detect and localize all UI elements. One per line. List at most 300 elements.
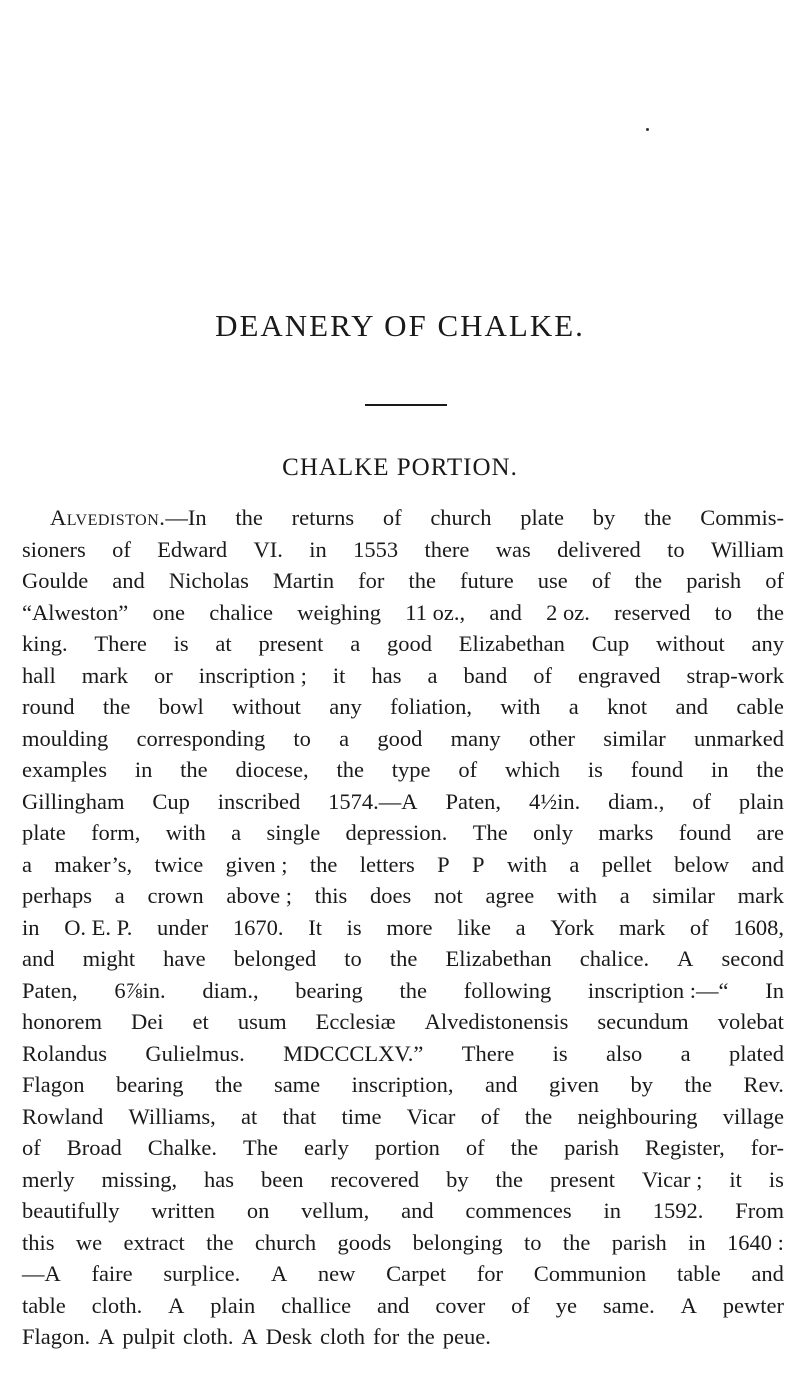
word: corresponding [136, 725, 266, 751]
word: extract [123, 1229, 185, 1255]
word: in [688, 1229, 706, 1255]
word: moulding [22, 725, 109, 751]
text-line [22, 1321, 784, 1353]
word: good [386, 631, 432, 656]
word: Rev. [743, 1072, 784, 1097]
word: cloth. [91, 1292, 143, 1318]
word: chalice [209, 599, 273, 625]
word: under [157, 914, 209, 940]
word: There [94, 631, 147, 656]
word: been [261, 1166, 304, 1192]
text-line [22, 1101, 784, 1133]
word: a [339, 725, 350, 751]
word: Register, [645, 1135, 725, 1160]
word: The [472, 820, 508, 845]
word: volebat [717, 1009, 784, 1034]
word: are [756, 820, 784, 845]
word: of [22, 1135, 41, 1160]
word: was [495, 536, 531, 562]
word: of [112, 536, 131, 562]
word: parish [686, 568, 742, 593]
word: or [154, 662, 173, 688]
page-title: DEANERY OF CHALKE. [215, 308, 585, 343]
word: In [765, 977, 784, 1003]
word: to [344, 946, 362, 971]
word: to [293, 725, 311, 751]
word: examples [22, 757, 107, 782]
word: cover [435, 1292, 486, 1318]
word: the [407, 1324, 435, 1349]
word: usum [237, 1009, 287, 1034]
word: O. E. P. [64, 914, 133, 940]
word: diocese, [235, 757, 309, 782]
word: of [511, 1292, 530, 1318]
word: one [152, 599, 185, 625]
word: early [303, 1135, 349, 1160]
text-line [22, 1258, 784, 1290]
word: in [711, 757, 729, 782]
word: belonged [233, 946, 317, 971]
word: York [550, 914, 595, 940]
word: surplice. [163, 1261, 241, 1286]
word: and [751, 1261, 784, 1286]
word: and [751, 851, 784, 877]
word: church [254, 1229, 317, 1255]
word: 4½in. [528, 788, 581, 814]
word: a [568, 694, 579, 719]
word: 1574.—A [328, 788, 418, 814]
text-line [22, 502, 784, 534]
word: diam., [202, 977, 259, 1003]
word: following [463, 977, 552, 1003]
word: Cup [152, 788, 190, 814]
word: round [22, 694, 75, 719]
word: recovered [330, 1166, 420, 1192]
word: in [134, 757, 153, 782]
word: the [510, 1135, 539, 1160]
word: single [266, 820, 321, 845]
word: might [82, 946, 136, 971]
word: belonging [412, 1229, 503, 1255]
paragraph-alvediston [22, 502, 784, 1353]
text-line [22, 849, 784, 881]
word: by [446, 1166, 469, 1192]
word: cable [736, 694, 784, 719]
word: goods [337, 1229, 392, 1255]
word: and [22, 946, 55, 971]
word: a [569, 851, 580, 877]
word: beautifully [22, 1198, 120, 1223]
word: the [309, 851, 338, 877]
word: and [376, 1292, 410, 1318]
word: Chalke. [147, 1135, 218, 1160]
word: delivered [557, 536, 641, 562]
word: by [592, 505, 616, 530]
word: to [523, 1229, 542, 1255]
word: like [457, 914, 491, 940]
word: bowl [158, 694, 204, 719]
word: peue. [442, 1324, 491, 1349]
lead-group [50, 502, 207, 534]
word: crown [147, 883, 204, 908]
word: 6⅞in. [114, 977, 166, 1003]
word: pulpit [122, 1324, 175, 1349]
word: of [458, 757, 478, 782]
text-line [22, 534, 784, 566]
word: has [204, 1166, 235, 1192]
word: Vicar [406, 1103, 456, 1129]
word: the [634, 568, 663, 593]
word: mark [81, 662, 128, 688]
word: given ; [225, 851, 288, 877]
word: the [495, 1166, 524, 1192]
word: cloth [320, 1324, 366, 1349]
word: 2 oz. [546, 599, 590, 625]
word: perhaps [22, 883, 92, 908]
word: hall [22, 662, 56, 688]
word: for- [750, 1135, 784, 1160]
word: of [533, 662, 552, 688]
word: for [358, 568, 385, 593]
word: —In [165, 505, 207, 530]
word: —A [22, 1261, 61, 1286]
text-line [22, 943, 784, 975]
word: inscribed [217, 788, 301, 814]
word: 1608, [733, 914, 784, 940]
word: also [605, 1040, 643, 1066]
word: Gillingham [22, 788, 125, 814]
word: at [241, 1103, 258, 1129]
word: only [533, 820, 574, 845]
word: vellum, [301, 1198, 370, 1223]
word: of [765, 568, 784, 593]
word: A [677, 946, 694, 971]
word: 11 oz., [405, 599, 466, 625]
word: Rowland [22, 1103, 104, 1129]
word: The [243, 1135, 278, 1160]
word: strap-work [686, 662, 784, 688]
text-line [22, 786, 784, 818]
section-title: CHALKE PORTION. [282, 454, 518, 481]
word: merly [22, 1166, 75, 1192]
word: the [643, 505, 672, 530]
word: is [587, 757, 603, 782]
word: sioners [22, 536, 86, 562]
word: and [489, 599, 522, 625]
word: A [168, 1292, 185, 1318]
word: Flagon [22, 1072, 85, 1097]
word: 1553 [353, 536, 399, 562]
word: reserved [614, 599, 691, 625]
word: a [350, 631, 361, 656]
text-line [22, 1227, 784, 1259]
word: table [22, 1292, 66, 1318]
word: the [562, 1229, 591, 1255]
word: William [711, 536, 784, 562]
word: type [391, 757, 431, 782]
word: 1670. [232, 914, 284, 940]
word: weighing [297, 599, 382, 625]
word: the [235, 505, 263, 530]
word: this [22, 1229, 55, 1255]
word: Elizabethan [445, 946, 552, 971]
word: without [232, 694, 301, 719]
word: plain [738, 788, 784, 814]
ink-speck [646, 128, 649, 131]
text-line [22, 628, 784, 660]
word: inscription, [351, 1072, 454, 1097]
word: with [506, 851, 547, 877]
word: cloth. [182, 1324, 234, 1349]
word: pewter [722, 1292, 784, 1318]
word: the [684, 1072, 712, 1097]
title-divider [365, 404, 447, 406]
word: at [215, 631, 232, 656]
word: it [729, 1166, 742, 1192]
word: Dei [131, 1009, 164, 1034]
word: VI. [253, 536, 283, 562]
word: of [689, 914, 709, 940]
word: below [674, 851, 730, 877]
word: for [373, 1324, 400, 1349]
word: depression. [345, 820, 448, 845]
word: church [430, 505, 492, 530]
word: Alvedistonensis [424, 1009, 569, 1034]
word: et [192, 1009, 209, 1034]
word: on [246, 1198, 270, 1223]
word: ye [555, 1292, 578, 1318]
word: the [336, 757, 364, 782]
word: it [332, 662, 346, 688]
word: Vicar ; [641, 1166, 703, 1192]
word: any [751, 631, 784, 656]
word: Nicholas [168, 568, 249, 593]
word: a [114, 883, 125, 908]
word: A [680, 1292, 697, 1318]
word: the [408, 568, 436, 593]
word: that [282, 1103, 317, 1129]
word: not [434, 883, 463, 908]
word: same. [602, 1292, 655, 1318]
word: king. [22, 631, 68, 656]
word: the [180, 757, 208, 782]
word: Goulde [22, 568, 89, 593]
word: honorem [22, 1009, 102, 1034]
word: A [98, 1324, 115, 1349]
word: A [270, 1261, 288, 1286]
word: the [399, 977, 427, 1003]
text-line [22, 597, 784, 629]
word: the [524, 1103, 553, 1129]
text-line [22, 817, 784, 849]
word: Desk [265, 1324, 313, 1349]
word: P [472, 851, 485, 877]
text-line [22, 1038, 784, 1070]
word: without [655, 631, 725, 656]
text-line [22, 912, 784, 944]
word: bearing [295, 977, 363, 1003]
word: Carpet [386, 1261, 447, 1286]
word: other [528, 725, 576, 751]
word: faire [91, 1261, 133, 1286]
word: returns [291, 505, 355, 530]
word: There [461, 1040, 515, 1066]
word: plate [22, 820, 66, 845]
word: challice [281, 1292, 352, 1318]
text-line [22, 723, 784, 755]
text-line [22, 1006, 784, 1038]
word: the [756, 757, 784, 782]
word: future [460, 568, 514, 593]
word: many [450, 725, 501, 751]
word: Communion [533, 1261, 647, 1286]
word: chalice. [579, 946, 650, 971]
word: similar [652, 883, 715, 908]
word: have [163, 946, 206, 971]
word: mark [618, 914, 666, 940]
word: parish [564, 1135, 620, 1160]
word: second [721, 946, 784, 971]
word: a [427, 662, 438, 688]
word: band [463, 662, 508, 688]
word: same [273, 1072, 321, 1097]
word: is [173, 631, 189, 656]
word: twice [154, 851, 204, 877]
word: 1592. [652, 1198, 704, 1223]
word: written [151, 1198, 216, 1223]
word: From [735, 1198, 784, 1223]
word: in [309, 536, 327, 562]
word: the [756, 599, 784, 625]
word: 1640 : [726, 1229, 784, 1255]
text-line [22, 1069, 784, 1101]
word: letters [359, 851, 415, 877]
word: time [341, 1103, 382, 1129]
word: is [768, 1166, 784, 1192]
word: in [603, 1198, 621, 1223]
word: does [370, 883, 412, 908]
word: new [317, 1261, 356, 1286]
word: which [504, 757, 560, 782]
word: plain [210, 1292, 256, 1318]
word: present [258, 631, 324, 656]
text-line [22, 1195, 784, 1227]
word: MDCCCLXV.” [283, 1040, 424, 1066]
word: Broad [66, 1135, 122, 1160]
word: village [722, 1103, 784, 1129]
word: similar [603, 725, 666, 751]
word: inscription :—“ [587, 977, 729, 1003]
word: a [680, 1040, 691, 1066]
word: Williams, [128, 1103, 216, 1129]
text-line [22, 691, 784, 723]
word: we [75, 1229, 103, 1255]
word: commences [465, 1198, 572, 1223]
word: table [676, 1261, 721, 1286]
word: Rolandus [22, 1040, 108, 1066]
word: has [371, 662, 402, 688]
word: is [346, 914, 362, 940]
word: Paten, [22, 977, 78, 1003]
word: present [549, 1166, 615, 1192]
word: a [619, 883, 630, 908]
word: the [102, 694, 131, 719]
word: good [377, 725, 423, 751]
text-line [22, 880, 784, 912]
word: secundum [597, 1009, 689, 1034]
word: with [500, 694, 541, 719]
word: Paten, [445, 788, 502, 814]
parish-name: Alvediston. [50, 505, 166, 530]
word: of [465, 1135, 485, 1160]
word: plated [728, 1040, 784, 1066]
word: Ecclesiæ [315, 1009, 396, 1034]
word: more [386, 914, 433, 940]
word: and [485, 1072, 518, 1097]
text-line [22, 660, 784, 692]
text-line [22, 565, 784, 597]
word: the [214, 1072, 243, 1097]
word: the [389, 946, 418, 971]
word: of [480, 1103, 500, 1129]
word: for [476, 1261, 504, 1286]
word: Martin [272, 568, 335, 593]
word: Flagon. [22, 1324, 91, 1349]
word: with [556, 883, 597, 908]
word: parish [611, 1229, 667, 1255]
word: Commis- [700, 505, 784, 530]
word: of [692, 788, 711, 814]
word: pellet [601, 851, 652, 877]
word: bearing [116, 1072, 184, 1097]
word: marks [598, 820, 654, 845]
word: missing, [101, 1166, 178, 1192]
word: in [22, 914, 40, 940]
word: to [667, 536, 685, 562]
word: and [675, 694, 709, 719]
word: given [549, 1072, 599, 1097]
word: portion [374, 1135, 440, 1160]
word: unmarked [693, 725, 784, 751]
word: of [591, 568, 611, 593]
word: It [308, 914, 322, 940]
word: neighbouring [577, 1103, 698, 1129]
word: of [382, 505, 402, 530]
word: with [165, 820, 206, 845]
word: form, [91, 820, 141, 845]
word: this [314, 883, 348, 908]
word: Elizabethan [458, 631, 565, 656]
word: plate [520, 505, 564, 530]
word: A [241, 1324, 258, 1349]
word: to [714, 599, 733, 625]
word: P [437, 851, 450, 877]
word: a [515, 914, 526, 940]
word: inscription ; [198, 662, 307, 688]
word: foliation, [390, 694, 472, 719]
word: Cup [591, 631, 630, 656]
word: mark [737, 883, 784, 908]
word: use [537, 568, 568, 593]
word: by [630, 1072, 653, 1097]
word: diam., [608, 788, 665, 814]
text-line [22, 1164, 784, 1196]
word: engraved [578, 662, 661, 688]
word: found [678, 820, 732, 845]
word: and [401, 1198, 434, 1223]
word: a [22, 851, 32, 877]
word: above ; [226, 883, 293, 908]
